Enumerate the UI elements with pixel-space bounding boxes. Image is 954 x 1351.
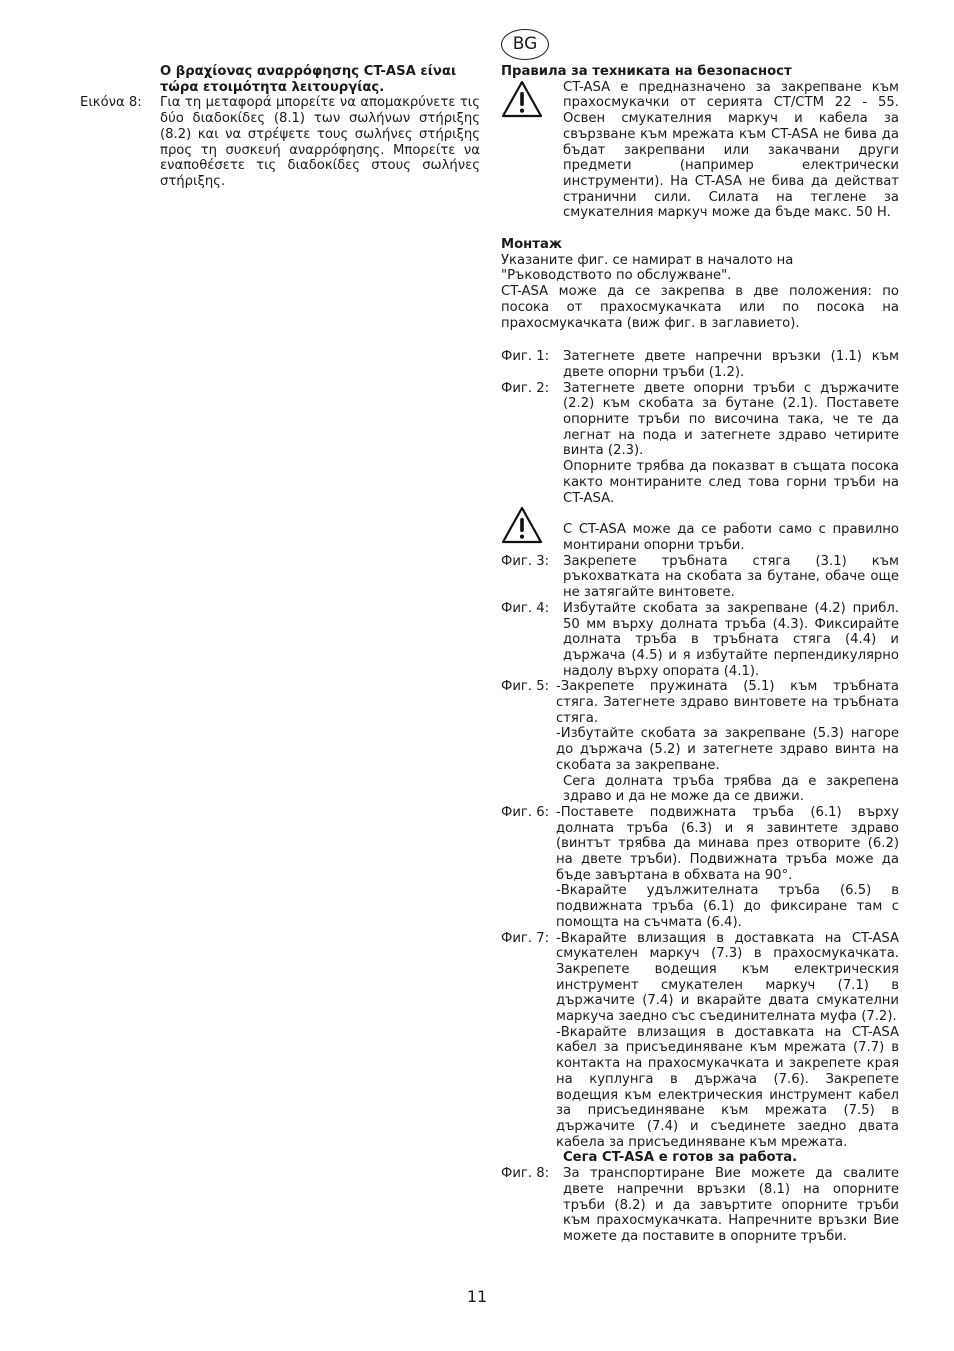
fig3-label: Фиг. 3: <box>501 553 550 569</box>
fig1-step <box>501 349 899 380</box>
fig8-step <box>501 1166 899 1245</box>
safety-text: CT-ASA е предназначено за закрепване към прахосмукачки от серията CT/CTM 22 - 55. Освен смукателния маркуч и кабела за свързване към мрежата към CT-ASA не бива да бъдат закрепвани или закачвани други предмети (например електрически инструменти). На CT-ASA не бива да действат странични сили. Силата на теглене за смукателния маркуч може да бъде макс. 50 Н. <box>563 79 899 221</box>
warning-triangle-icon <box>501 80 563 221</box>
fig1-label: Фиг. 1: <box>501 349 550 365</box>
language-badge: BG <box>501 29 549 60</box>
page-number: 11 <box>466 1287 488 1306</box>
montage-intro-2: CT-ASA може да се закрепва в две положения: по посока от прахосмукачката или по посока на прахосмукачката (виж фиг. в заглавието). <box>501 284 899 331</box>
fig5-label: Фиг. 5: <box>501 679 550 695</box>
montage-intro-1: Указаните фиг. се намират в началото на "Ръководството по обслужване". <box>501 252 794 284</box>
left-column <box>80 64 480 190</box>
fig5-text-b: -Избутайте скобата за закрепване (5.3) нагоре до държача (5.2) и затегнете здраво винта на скобата за закрепване. <box>556 726 899 773</box>
fig2-label: Фиг. 2: <box>501 380 550 396</box>
montage-heading: Монтаж <box>501 237 562 253</box>
fig1-text: Затегнете двете напречни връзки (1.1) към двете опорни тръби (1.2). <box>563 349 899 380</box>
fig8-text: За транспортиране Вие можете да свалите двете напречни връзки (8.1) на опорните тръби (8.2) и да завъртите опорните тръби към прахосмукачката. Напречните връзки Вие можете да поставите в опорните тръби. <box>563 1166 899 1244</box>
fig5-step <box>501 679 899 726</box>
fig8-label: Фиг. 8: <box>501 1166 550 1182</box>
warning-triangle-icon <box>501 506 563 553</box>
fig7-text-b: -Вкарайте влизащия в доставката на CT-ASA кабел за присъединяване към мрежата (7.7) в контакта на прахосмукачката и закрепете края на куплунга в държача (7.6). Закрепете водещия към електрическия инструмент кабел за присъединяване към мрежата (7.5) в държачите (7.4) и съединете заедно двата кабела за присъединяване към мрежата. <box>556 1024 899 1150</box>
fig4-label: Фиг. 4: <box>501 600 550 616</box>
fig7-label: Фиг. 7: <box>501 930 550 946</box>
fig2-warning-text: С CT-ASA може да се работи само с правилно монтирани опорни тръби. <box>563 522 899 553</box>
fig6-step <box>501 805 899 884</box>
fig6-label: Фиг. 6: <box>501 804 550 820</box>
fig2-extra: Опорните трябва да показват в същата посока както монтираните след това горни тръби на CT-ASA. <box>563 459 899 506</box>
fig6-text-b: -Вкарайте удължителната тръба (6.5) в подвижната тръба (6.1) до фиксиране там с помощта на съчмата (6.4). <box>556 883 899 930</box>
safety-block <box>501 80 899 221</box>
fig7-ready: Сега CT-ASA е готов за работа. <box>563 1150 798 1166</box>
fig2-text: Затегнете двете опорни тръби с държачите (2.2) към скобата за бутане (2.1). Поставете опорните тръби по височина така, че те да легнат на пода и затегнете здраво четирите винта (2.3). <box>563 380 899 459</box>
left-fig8-text: Για τη μεταφορά μπορείτε να απομακρύνετε τις δύο διαδοκίδες (8.1) των σωλήνων στήριξης (8.2) και να στρέψετε τους σωλήνες στήριξης προς τη συσκευή αναρρόφησης. Μπορείτε να εναποθέσετε τις διαδοκίδες στους σωλήνες στήριξης. <box>160 95 480 189</box>
fig7-step <box>501 931 899 1025</box>
fig5-extra: Сега долната тръба трябва да е закрепена здраво и да не може да се движи. <box>563 773 899 805</box>
left-heading: Ο βραχίονας αναρρόφησης CT-ASA είναι τώρα ετοιμότητα λειτουργίας. <box>160 64 457 95</box>
fig7-text-a: -Вкарайте влизащия в доставката на CT-ASA смукателен маркуч (7.3) в прахосмукачката. Закрепете водещия към електрическия инструмент смукателен маркуч (7.1) в държачите (7.4) и вкарайте двата смукателни маркуча заедно със съединителната муфа (7.2). <box>556 930 899 1025</box>
safety-heading: Правила за техниката на безопасност <box>501 64 792 79</box>
right-column <box>501 64 899 1245</box>
fig6-text-a: -Поставете подвижната тръба (6.1) върху долната тръба (6.3) и я завинтете здраво (винтът трябва да минава през отворите (6.2) на двете тръби). Подвижната тръба може да бъде завъртана в обхвата на 90°. <box>556 804 899 883</box>
fig4-text: Избутайте скобата за закрепване (4.2) прибл. 50 мм върху долната тръба (4.3). Фиксирайте долната тръба в тръбната стяга (4.4) и държача (4.5) и я избутайте перпендикулярно надолу върху опората (4.1). <box>563 600 899 679</box>
fig2-warning-block <box>501 506 899 553</box>
fig5-text-a: -Закрепете пружината (5.1) към тръбната стяга. Затегнете здраво винтовете на тръбната стяга. <box>556 679 899 726</box>
fig3-text: Закрепете тръбната стяга (3.1) към ръкохватката на скобата за бутане, обаче още не затягайте винтовете. <box>563 553 899 601</box>
left-fig8 <box>80 95 480 189</box>
fig4-step <box>501 601 899 680</box>
fig3-step <box>501 554 899 601</box>
left-fig8-label: Εικόνα 8: <box>80 95 142 111</box>
fig2-step <box>501 381 899 460</box>
